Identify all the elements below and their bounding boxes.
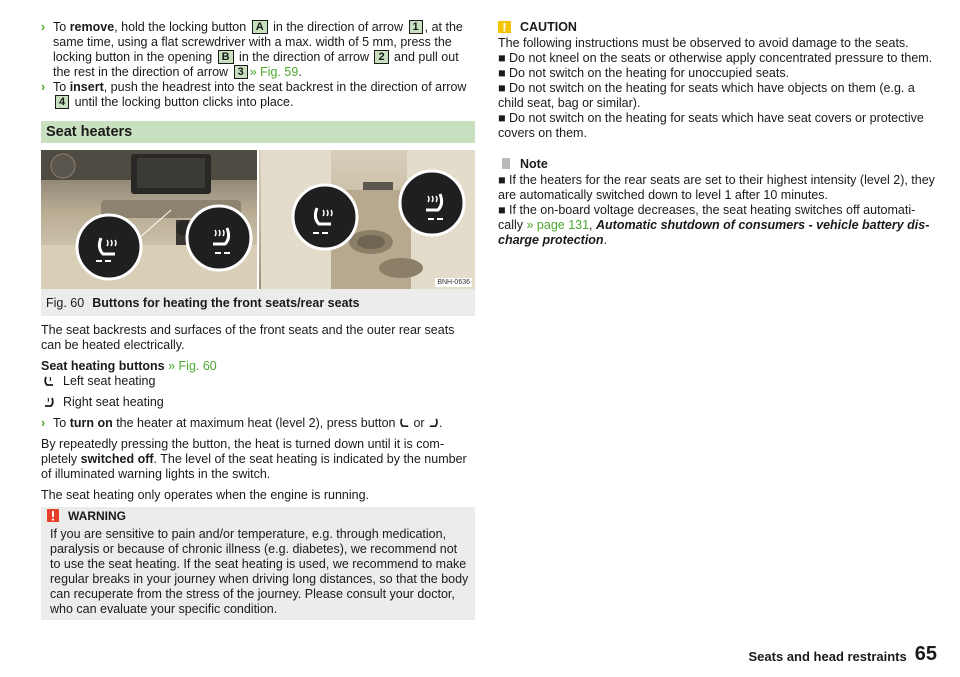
cross-reference-title: Automatic shutdown of consumers - vehicle battery dis-charge protection bbox=[498, 218, 930, 247]
caution-header bbox=[498, 20, 936, 36]
text: the heater at maximum heat (level 2), press button bbox=[112, 416, 399, 430]
right-seat-heating-label: Right seat heating bbox=[63, 395, 164, 409]
right-seat-heating-icon bbox=[43, 396, 55, 408]
right-seat-heating-item bbox=[41, 395, 475, 410]
figure-code: BNH-0636 bbox=[437, 279, 470, 286]
repeat-paragraph bbox=[41, 437, 475, 482]
text: ■ If the on-board voltage decreases, the seat heating switches off automati-cally bbox=[498, 203, 916, 232]
left-seat-heating-icon bbox=[43, 375, 55, 387]
seat-heating-callout bbox=[400, 171, 464, 235]
text: . bbox=[298, 65, 302, 79]
left-seat-heating-label: Left seat heating bbox=[63, 374, 156, 388]
keyword: turn on bbox=[69, 416, 113, 430]
engine-paragraph: The seat heating only operates when the engine is running. bbox=[41, 488, 370, 502]
page-footer bbox=[749, 644, 937, 664]
figure-title: Buttons for heating the front seats/rear seats bbox=[92, 296, 360, 310]
warning-text: If you are sensitive to pain and/or temperature, e.g. through medication, paralysis or because of chronic illness (e.g. diabetes), we recommend not to use the seat heating. If the seat heating is used, we recommend to make regular breaks in your journey when driving long distances, so that the body can recuperate from the stress of the journey. Please consult your doctor, who can evaluate your specific condition. bbox=[50, 527, 469, 616]
note-icon bbox=[502, 158, 510, 169]
keyword: remove bbox=[69, 20, 115, 34]
fig-60-link[interactable]: » Fig. 60 bbox=[168, 359, 217, 373]
fig-59-link[interactable]: » Fig. 59 bbox=[249, 65, 299, 79]
tag-2: 2 bbox=[374, 50, 388, 64]
seat-heating-callout bbox=[293, 185, 357, 249]
left-seat-heating-icon bbox=[399, 417, 410, 428]
note-header bbox=[498, 157, 936, 173]
keyword: insert bbox=[69, 80, 104, 94]
caution-bullet: ■ Do not switch on the heating for seats which have objects on them (e.g. a child seat, bag or similar). bbox=[498, 81, 915, 110]
text: . bbox=[439, 416, 443, 430]
caution-title: CAUTION bbox=[520, 20, 577, 34]
page-131-link[interactable]: » page 131 bbox=[526, 218, 590, 232]
remove-step bbox=[41, 20, 475, 80]
figure-60 bbox=[41, 150, 475, 316]
tag-B: B bbox=[218, 50, 234, 64]
buttons-heading-text: Seat heating buttons bbox=[41, 359, 165, 373]
chevron-right-icon: › bbox=[41, 20, 46, 34]
text: . bbox=[603, 233, 608, 247]
text: and pull out the rest in the direction of arrow bbox=[53, 50, 459, 79]
chapter-title: Seats and head restraints bbox=[748, 649, 907, 664]
text: , hold the locking button bbox=[114, 20, 250, 34]
caution-icon bbox=[498, 21, 511, 33]
tag-A: A bbox=[252, 20, 268, 34]
insert-step bbox=[41, 80, 475, 110]
caution-intro: The following instructions must be observed to avoid damage to the seats. bbox=[498, 36, 909, 50]
chevron-right-icon: › bbox=[41, 80, 46, 94]
text: To bbox=[53, 80, 70, 94]
warning-title: WARNING bbox=[68, 509, 126, 523]
steps-block bbox=[41, 20, 475, 110]
text: in the direction of arrow bbox=[235, 50, 373, 64]
right-column bbox=[498, 20, 936, 248]
tag-4: 4 bbox=[55, 95, 69, 109]
figure-number: Fig. 60 bbox=[46, 296, 85, 310]
right-seat-heating-icon bbox=[428, 417, 439, 428]
text: . The level of the seat heating is indicated by the number of illuminated warning lights in the switch. bbox=[41, 452, 467, 481]
intro-paragraph: The seat backrests and surfaces of the front seats and the outer rear seats can be heated electrically. bbox=[41, 323, 455, 352]
figure-image bbox=[41, 150, 475, 289]
left-seat-heating-item bbox=[41, 374, 475, 389]
buttons-heading bbox=[41, 359, 475, 374]
note-bullet bbox=[498, 203, 936, 248]
text: By repeatedly pressing the button, the heat is turned down until it is com-pletely bbox=[41, 437, 445, 466]
figure-caption bbox=[46, 296, 360, 311]
text: until the locking button clicks into place. bbox=[71, 95, 294, 109]
turn-on-step bbox=[41, 416, 475, 431]
keyword: switched off bbox=[80, 452, 154, 466]
seat-heater-body bbox=[41, 323, 475, 509]
page-number: 65 bbox=[914, 643, 937, 665]
caution-bullet: ■ Do not switch on the heating for seats which have seat covers or protective covers on them. bbox=[498, 111, 924, 140]
chevron-right-icon: › bbox=[41, 416, 46, 430]
text: , push the headrest into the seat backrest in the direction of arrow bbox=[103, 80, 467, 94]
text: , bbox=[589, 218, 596, 232]
text: or bbox=[409, 416, 429, 430]
note-title: Note bbox=[520, 157, 548, 171]
caution-bullet: ■ Do not kneel on the seats or otherwise apply concentrated pressure to them. bbox=[498, 51, 933, 65]
tag-1: 1 bbox=[409, 20, 423, 34]
seat-heating-callout bbox=[187, 206, 251, 270]
tag-3: 3 bbox=[234, 65, 248, 79]
text: To bbox=[53, 416, 70, 430]
text: To bbox=[53, 20, 70, 34]
warning-box bbox=[41, 507, 475, 620]
section-title: Seat heaters bbox=[41, 121, 475, 143]
caution-bullet: ■ Do not switch on the heating for unoccupied seats. bbox=[498, 66, 790, 80]
warning-icon bbox=[47, 509, 59, 522]
text: in the direction of arrow bbox=[269, 20, 407, 34]
note-bullet: ■ If the heaters for the rear seats are set to their highest intensity (level 2), they are automatically switched down to level 1 after 10 minutes. bbox=[498, 173, 935, 202]
text: , at the same time, using a flat screwdriver with a max. width of 5 mm, press the locking button in the opening bbox=[53, 20, 463, 64]
